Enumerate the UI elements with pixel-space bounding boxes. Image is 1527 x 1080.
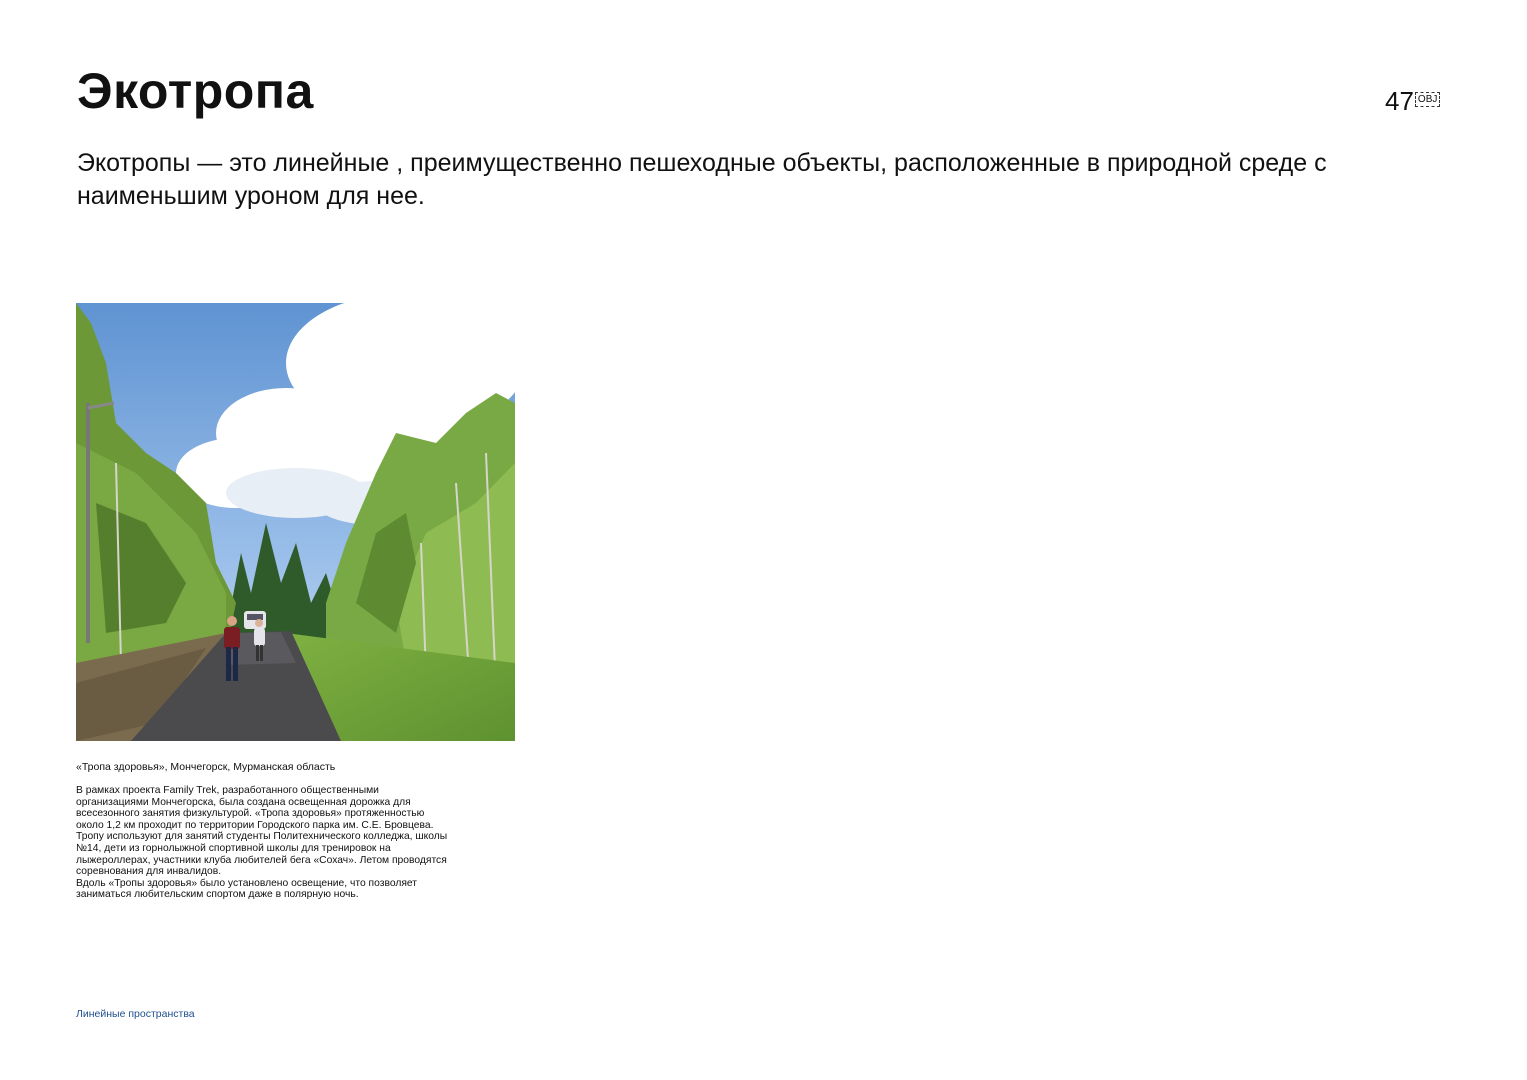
page-number-value: 47: [1385, 86, 1414, 116]
caption-line: Вдоль «Тропы здоровья» было установлено освещение, что позволяет: [76, 877, 418, 889]
trail-photo: [76, 303, 515, 741]
figure-caption-body: [76, 785, 516, 901]
caption-line: лыжероллерах, участники клуба любителей бега «Сохач». Летом проводятся: [76, 854, 447, 866]
page-number: [1385, 88, 1440, 114]
footer-section-label: Линейные пространства: [76, 1008, 195, 1020]
figure-caption-title: «Тропа здоровья», Мончегорск, Мурманская область: [76, 761, 336, 773]
caption-line: заниматься любительским спортом даже в полярную ночь.: [76, 889, 359, 901]
page-title: Экотропа: [77, 63, 314, 119]
lead-paragraph: Экотропы — это линейные , преимущественно пешеходные объекты, расположенные в природной среде с наименьшим уроном для нее.: [77, 149, 1327, 210]
photo-icon: [76, 303, 515, 741]
object-marker: OBJ: [1415, 92, 1440, 107]
caption-line: соревнования для инвалидов.: [76, 866, 222, 878]
caption-line: Тропу используют для занятий студенты Политехнического колледжа, школы: [76, 831, 448, 843]
caption-line: В рамках проекта Family Trek, разработанного общественными: [76, 785, 379, 796]
caption-line: организациями Мончегорска, была создана освещенная дорожка для: [76, 796, 411, 808]
caption-line: №14, дети из горнолыжной спортивной школы для тренировок на: [76, 842, 391, 854]
caption-line: всесезонного занятия физкультурой. «Тропа здоровья» протяженностью: [76, 808, 425, 820]
caption-line: около 1,2 км проходит по территории Городского парка им. С.Е. Бровцева.: [76, 819, 434, 831]
